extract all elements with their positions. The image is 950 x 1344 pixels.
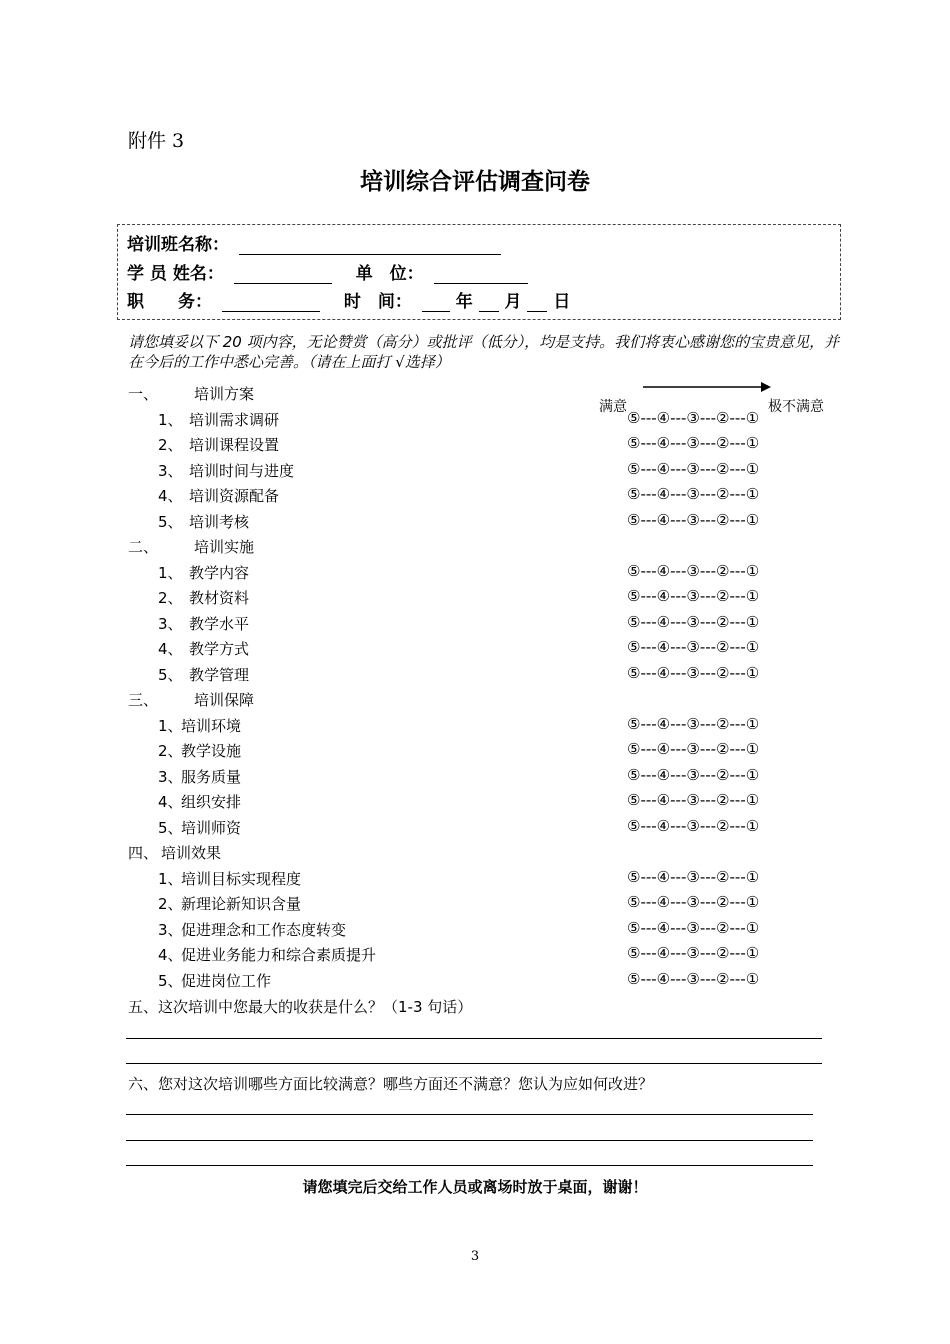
student-name-label: 学 员 姓名：: [127, 264, 224, 284]
year-field[interactable]: [422, 293, 450, 312]
item-label: 促进理念和工作态度转变: [181, 920, 347, 939]
item-label: 促进岗位工作: [181, 971, 272, 990]
item-number: 2、: [158, 436, 183, 454]
answer-line[interactable]: [126, 1114, 813, 1115]
question-6: 六、您对这次培训哪些方面比较满意？哪些方面还不满意？您认为应如何改进？: [128, 1075, 654, 1093]
section-title: 培训保障: [194, 691, 255, 709]
item-number: 3、: [158, 614, 183, 633]
item-label: 新理论新知识含量: [181, 895, 302, 913]
section-heading: [0, 689, 950, 713]
rating-scale[interactable]: ⑤---④---③---②---①: [627, 867, 760, 886]
survey-item: [0, 715, 950, 739]
day-field[interactable]: [527, 293, 547, 312]
item-label: 培训资源配备: [189, 487, 280, 505]
survey-item: [0, 638, 950, 662]
year-label: 年: [455, 292, 473, 312]
item-number: 5、: [158, 665, 183, 684]
survey-item: [0, 893, 950, 917]
item-number: 5、: [158, 971, 183, 990]
unit-label: 单 位：: [355, 264, 424, 284]
day-label: 日: [553, 292, 571, 312]
item-number: 2、: [158, 589, 183, 607]
section-number: 二、: [128, 538, 159, 556]
item-number: 5、: [158, 818, 183, 837]
survey-item: [0, 587, 950, 611]
item-number: 2、: [158, 895, 183, 913]
item-number: 1、: [158, 869, 183, 888]
item-label: 教学管理: [189, 665, 250, 684]
item-number: 1、: [158, 563, 183, 582]
item-label: 培训课程设置: [189, 436, 280, 454]
survey-item: [0, 791, 950, 815]
closing-note: 请您填完后交给工作人员或离场时放于桌面，谢谢！: [302, 1178, 648, 1196]
position-row: [127, 287, 570, 312]
page-number: 3: [470, 1249, 480, 1264]
rating-scale[interactable]: ⑤---④---③---②---①: [627, 408, 760, 427]
item-number: 3、: [158, 461, 183, 480]
time-label: 时 间：: [343, 292, 412, 312]
attachment-label: 附件 3: [128, 130, 185, 152]
survey-item: [0, 944, 950, 968]
rating-scale[interactable]: ⑤---④---③---②---①: [627, 612, 760, 631]
item-number: 1、: [158, 716, 183, 735]
section-number: 四、: [128, 844, 159, 862]
section-number: 三、: [128, 691, 159, 709]
item-number: 4、: [158, 946, 183, 964]
item-number: 2、: [158, 742, 183, 760]
rating-scale[interactable]: ⑤---④---③---②---①: [627, 918, 760, 937]
section-heading: [0, 842, 950, 866]
section-heading: [0, 383, 950, 407]
item-label: 培训需求调研: [189, 410, 280, 429]
item-label: 组织安排: [181, 793, 242, 811]
item-label: 促进业务能力和综合素质提升: [181, 946, 377, 964]
class-name-row: [127, 230, 501, 255]
section-heading: [0, 536, 950, 560]
rating-scale[interactable]: ⑤---④---③---②---①: [627, 510, 760, 529]
student-row: [127, 259, 528, 284]
rating-scale[interactable]: ⑤---④---③---②---①: [627, 459, 760, 478]
item-label: 服务质量: [181, 767, 242, 786]
item-number: 4、: [158, 487, 183, 505]
intro-text: 请您填妥以下 20 项内容，无论赞赏（高分）或批评（低分），均是支持。我们将衷心感谢您的宝贵意见，并在今后的工作中悉心完善。（请在上面打 √选择）: [128, 333, 840, 371]
survey-item: [0, 740, 950, 764]
item-label: 培训环境: [181, 716, 242, 735]
answer-line[interactable]: [126, 1038, 822, 1039]
item-label: 培训考核: [189, 512, 250, 531]
scale-satisfied-label: 满意: [599, 399, 627, 415]
scale-unsatisfied-label: 极不满意: [768, 399, 824, 415]
item-number: 4、: [158, 793, 183, 811]
item-number: 3、: [158, 920, 183, 939]
answer-line[interactable]: [126, 1063, 822, 1064]
rating-scale[interactable]: ⑤---④---③---②---①: [627, 740, 760, 758]
survey-item: [0, 511, 950, 535]
position-label: 职 务：: [127, 292, 212, 312]
survey-item: [0, 868, 950, 892]
item-label: 教学方式: [189, 640, 250, 658]
item-label: 教学水平: [189, 614, 250, 633]
question-5: 五、这次培训中您最大的收获是什么？（1-3 句话）: [128, 998, 473, 1016]
rating-scale[interactable]: ⑤---④---③---②---①: [627, 816, 760, 835]
section-title: 培训方案: [194, 385, 255, 403]
rating-scale[interactable]: ⑤---④---③---②---①: [627, 765, 760, 784]
rating-scale[interactable]: ⑤---④---③---②---①: [627, 791, 760, 809]
survey-item: [0, 409, 950, 433]
item-number: 5、: [158, 512, 183, 531]
page-title: 培训综合评估调查问卷: [360, 168, 590, 195]
item-label: 教学设施: [181, 742, 242, 760]
survey-item: [0, 485, 950, 509]
survey-item: [0, 817, 950, 841]
rating-scale[interactable]: ⑤---④---③---②---①: [627, 587, 760, 605]
survey-item: [0, 970, 950, 994]
answer-line[interactable]: [126, 1140, 813, 1141]
class-name-field[interactable]: [239, 236, 501, 255]
item-label: 培训时间与进度: [189, 461, 295, 480]
month-field[interactable]: [479, 293, 499, 312]
info-box: [117, 224, 841, 320]
survey-item: [0, 434, 950, 458]
student-name-field[interactable]: [234, 265, 332, 284]
item-label: 培训目标实现程度: [181, 869, 302, 888]
unit-field[interactable]: [434, 265, 528, 284]
item-label: 培训师资: [181, 818, 242, 837]
rating-scale[interactable]: ⑤---④---③---②---①: [627, 485, 760, 503]
month-label: 月: [504, 292, 522, 312]
rating-scale[interactable]: ⑤---④---③---②---①: [627, 434, 760, 452]
survey-item: [0, 664, 950, 688]
answer-line[interactable]: [126, 1165, 813, 1166]
survey-item: [0, 613, 950, 637]
rating-scale[interactable]: ⑤---④---③---②---①: [627, 969, 760, 988]
rating-scale[interactable]: ⑤---④---③---②---①: [627, 944, 760, 962]
item-label: 教学内容: [189, 563, 250, 582]
survey-item: [0, 919, 950, 943]
item-number: 3、: [158, 767, 183, 786]
rating-scale[interactable]: ⑤---④---③---②---①: [627, 638, 760, 656]
item-label: 教材资料: [189, 589, 250, 607]
section-number: 一、: [128, 385, 159, 403]
survey-item: [0, 766, 950, 790]
item-number: 4、: [158, 640, 183, 658]
class-name-label: 培训班名称：: [127, 235, 229, 255]
survey-item: [0, 460, 950, 484]
item-number: 1、: [158, 410, 183, 429]
survey-item: [0, 562, 950, 586]
position-field[interactable]: [222, 293, 320, 312]
rating-scale[interactable]: ⑤---④---③---②---①: [627, 714, 760, 733]
section-title: 培训实施: [194, 538, 255, 556]
rating-scale[interactable]: ⑤---④---③---②---①: [627, 893, 760, 911]
rating-scale[interactable]: ⑤---④---③---②---①: [627, 663, 760, 682]
section-title: 培训效果: [161, 844, 222, 862]
rating-scale[interactable]: ⑤---④---③---②---①: [627, 561, 760, 580]
